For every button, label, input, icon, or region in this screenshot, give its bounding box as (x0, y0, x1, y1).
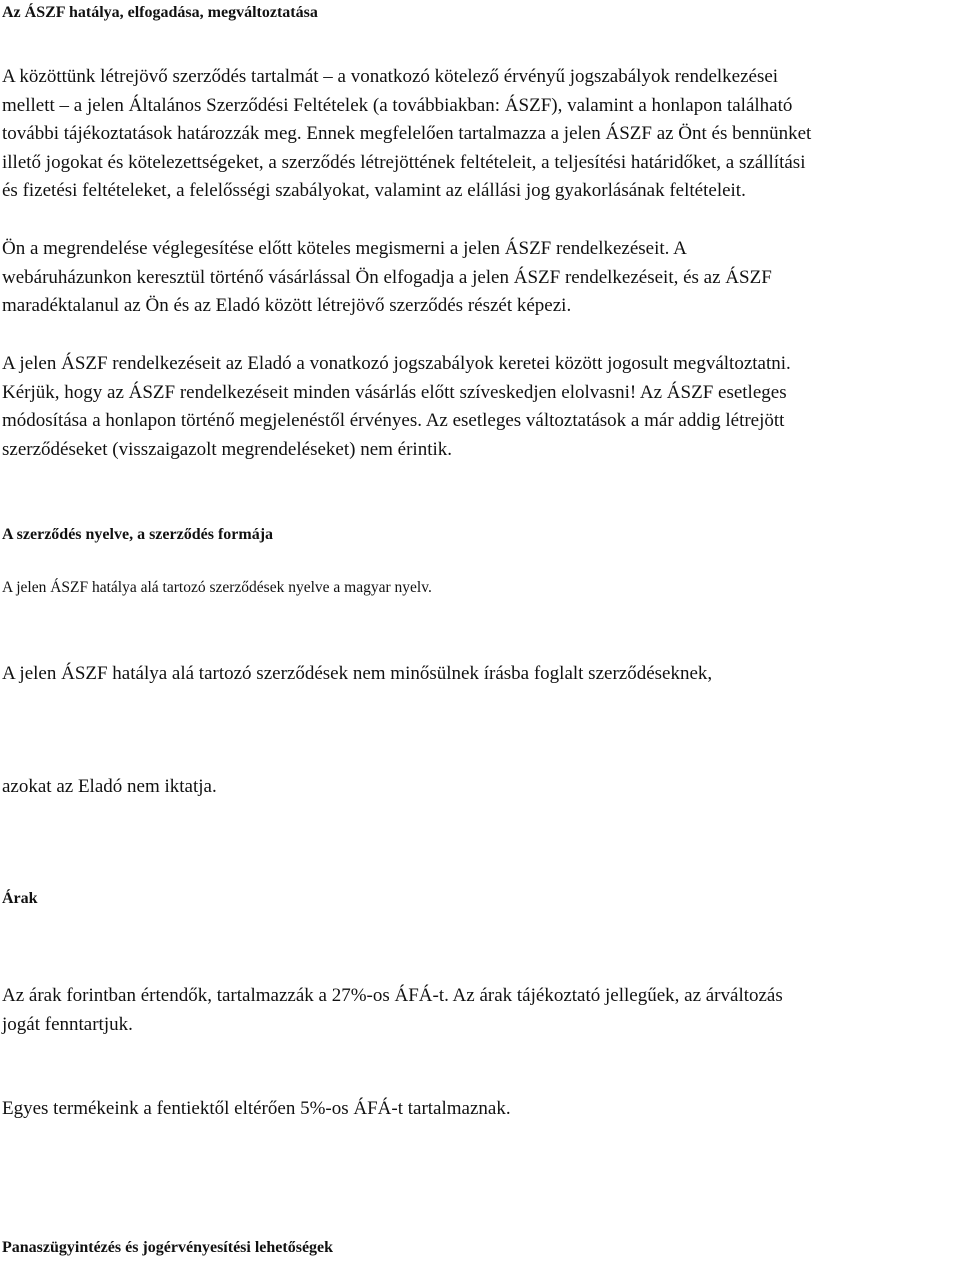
text-line: szerződéseket (visszaigazolt megrendeléseket) nem érintik. (2, 438, 452, 460)
paragraph-filing: azokat az Eladó nem iktatja. (2, 776, 217, 797)
section-heading-prices: Árak (2, 890, 38, 907)
text-line: illető jogokat és kötelezettségeket, a szerződés létrejöttének feltételeit, a teljesítési határidőket, a szállítási (2, 151, 806, 173)
paragraph-acceptance (2, 235, 958, 321)
text-line: maradéktalanul az Ön és az Eladó között létrejövő szerződés részét képezi. (2, 295, 572, 316)
text-line: további tájékoztatások határozzák meg. Ennek megfelelően tartalmazza a jelen ÁSZF az Önt és bennünket (2, 123, 812, 144)
text-line: Az árak forintban értendők, tartalmazzák a 27%-os ÁFÁ-t. Az árak tájékoztató jellegűek, az árváltozás (2, 985, 783, 1006)
paragraph-prices (2, 982, 958, 1039)
paragraph-language: A jelen ÁSZF hatálya alá tartozó szerződések nyelve a magyar nyelv. (2, 579, 432, 596)
paragraph-modification (2, 350, 958, 464)
paragraph-contract-content (2, 63, 958, 206)
text-line: A jelen ÁSZF rendelkezéseit az Eladó a vonatkozó jogszabályok keretei között jogosult megváltoztatni. (2, 353, 791, 374)
text-line: Ön a megrendelése véglegesítése előtt köteles megismerni a jelen ÁSZF rendelkezéseit. A (2, 238, 687, 259)
section-heading-complaints: Panaszügyintézés és jogérvényesítési lehetőségek (2, 1239, 334, 1256)
text-line: A közöttünk létrejövő szerződés tartalmát – a vonatkozó kötelező érvényű jogszabályok rendelkezései (2, 66, 779, 87)
text-line: és fizetési feltételeket, a felelősségi szabályokat, valamint az elállási jog gyakorlásának feltételeit. (2, 180, 746, 201)
text-line: mellett – a jelen Általános Szerződési Feltételek (a továbbiakban: ÁSZF), valamint a honlapon található (2, 94, 793, 116)
text-line: jogát fenntartjuk. (2, 1013, 133, 1035)
paragraph-vat-exception: Egyes termékeink a fentiektől eltérően 5%-os ÁFÁ-t tartalmaznak. (2, 1098, 511, 1119)
text-line: webáruházunkon keresztül történő vásárlással Ön elfogadja a jelen ÁSZF rendelkezéseit, és az ÁSZF (2, 266, 772, 288)
text-line: módosítása a honlapon történő megjelenéstől érvényes. Az esetleges változtatások a már addig létrejött (2, 410, 785, 431)
section-heading-language: A szerződés nyelve, a szerződés formája (2, 526, 274, 543)
paragraph-form: A jelen ÁSZF hatálya alá tartozó szerződések nem minősülnek írásba foglalt szerződéseknek, (2, 663, 713, 684)
text-line: Kérjük, hogy az ÁSZF rendelkezéseit minden vásárlás előtt szíveskedjen elolvasni! Az ÁSZF esetleges (2, 381, 787, 403)
section-heading-scope: Az ÁSZF hatálya, elfogadása, megváltoztatása (2, 4, 318, 21)
